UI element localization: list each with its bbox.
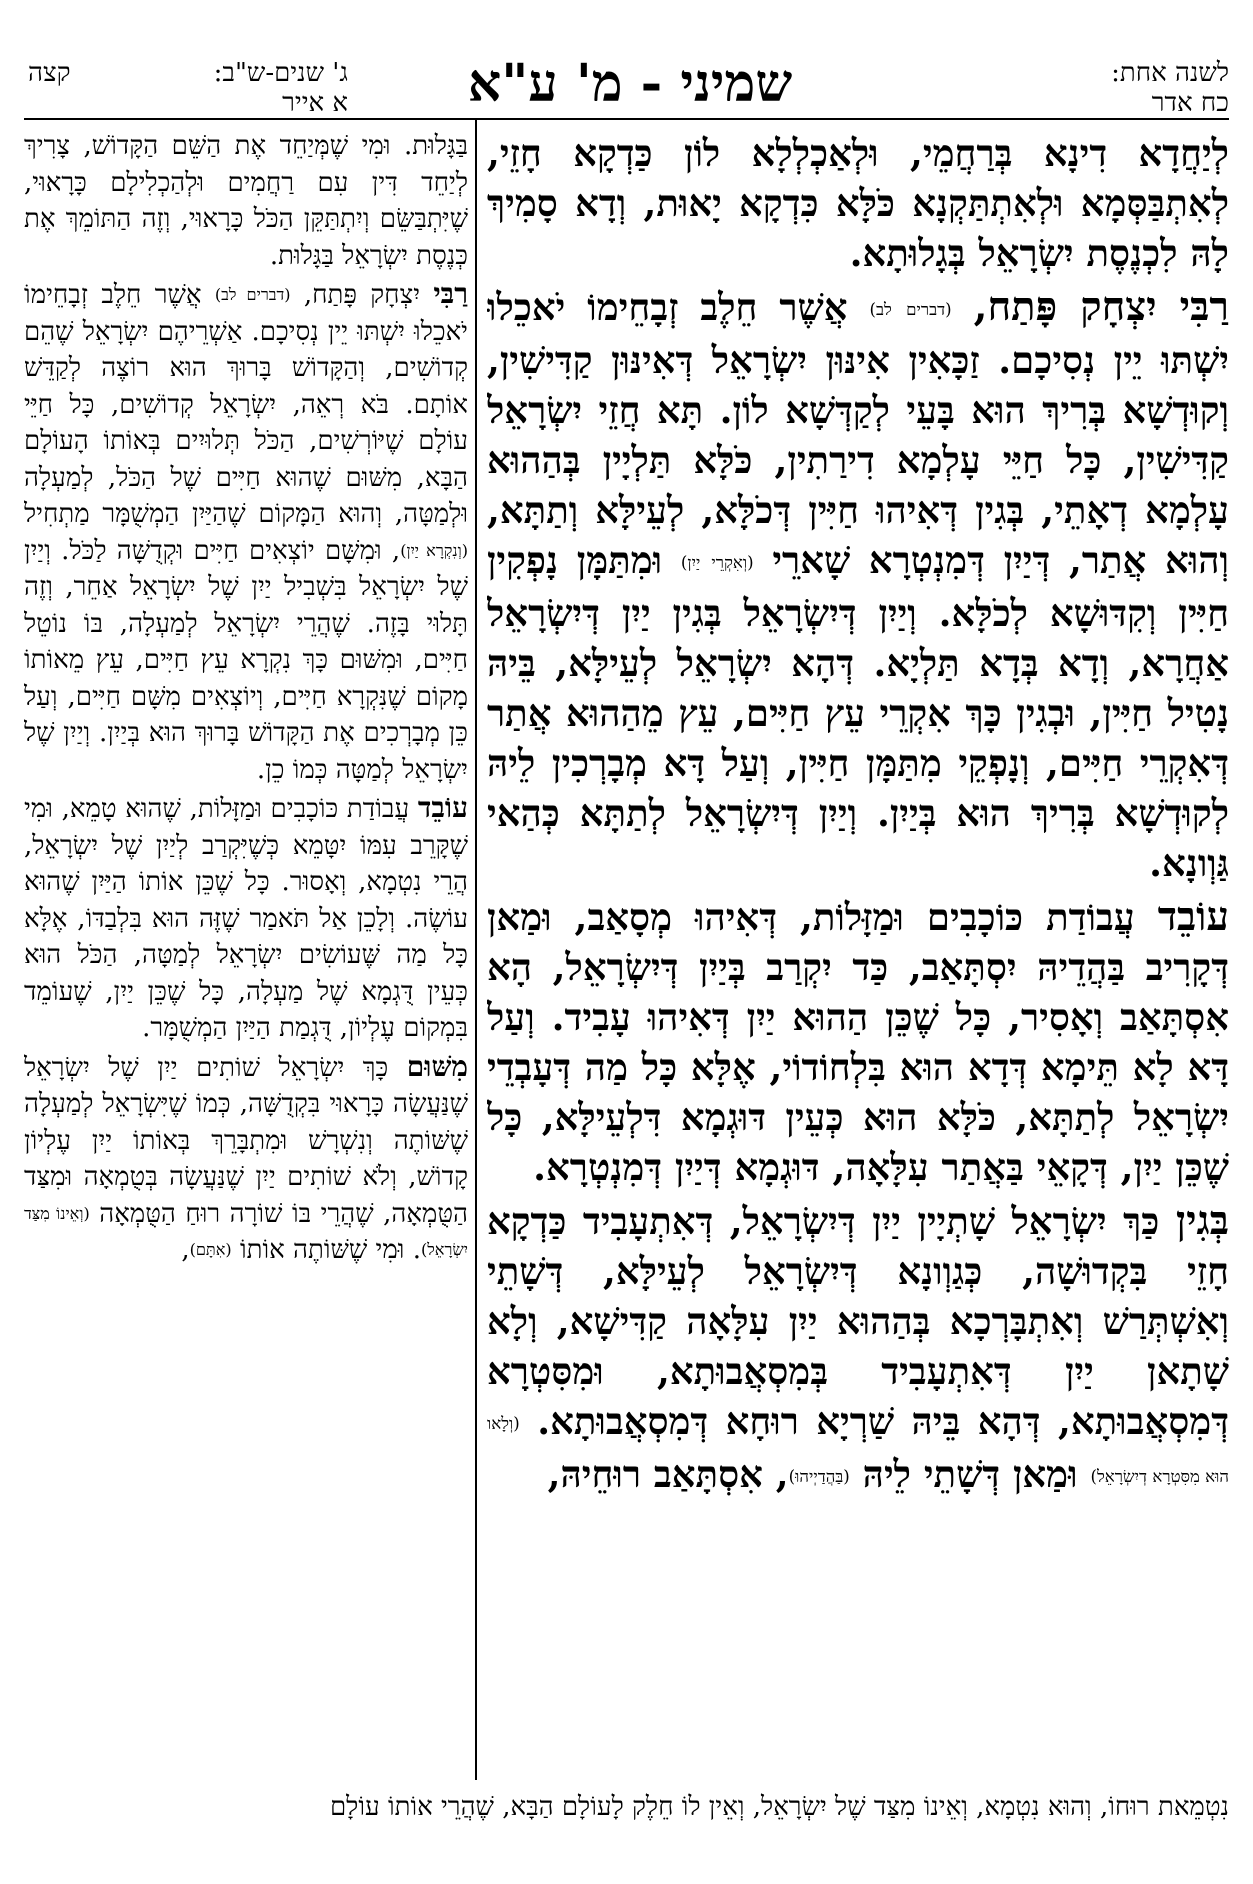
paragraph-text: וּמַאן דְּשָׁתֵי לֵיהּ (862, 1452, 1078, 1497)
paragraph-lead: בְּגִין (1175, 1197, 1229, 1245)
paragraph-text: כָּךְ יִשְׂרָאֵל שׁוֹתִים יַיִן שֶׁל יִשְׂרָאֵל שֶׁנַּעֲשָׂה כָּרָאוּי בִּקְדֻשָּׁה, כְּמוֹ שֶׁיִּשְׂרָאֵל לְמַעְלָה שֶׁשּׁוֹתֶה וְנִשְׁרָשׁ וּמִתְבָּרֵךְ בְּאוֹתוֹ יַיִן עֶלְיוֹן קָדוֹשׁ, וְלֹא שׁוֹתִים יַיִן שֶׁנַּעֲשָׂה בְּטֻמְאָה וּמִצַּד הַטֻּמְאָה, שֶׁהֲרֵי בּוֹ שׁוֹרָה רוּחַ הַטֻּמְאָה (24, 1052, 468, 1229)
paragraph (487, 128, 1229, 278)
schedule-date: כח אדר (1151, 88, 1229, 118)
page-header (0, 0, 1253, 118)
page-title: שמיני - מ' ע"א (467, 53, 793, 114)
schedule-line: לשנה אחת: (1111, 58, 1229, 88)
paragraph-text: . וּמִי שֶׁשּׁוֹתֶה אוֹתוֹ (239, 1235, 421, 1266)
gloss-note: (וְאִקְרֵי יַיִן) (680, 553, 754, 573)
gloss-note: (אִתָּם) (189, 1240, 232, 1260)
paragraph-text: , וּמִשָּׁם יוֹצְאִים חַיִּים וּקְדֻשָּׁה לַכֹּל. וְיַיִן שֶׁל יִשְׂרָאֵל בִּשְׁבִיל יַיִן שֶׁל יִשְׂרָאֵל אַחֵר, וְזֶה תָּלוּי בָּזֶה. שֶׁהֲרֵי יִשְׂרָאֵל לְמַעְלָה, בּוֹ נוֹטֵל חַיִּים, וּמִשּׁוּם כָּךְ נִקְרָא עֵץ חַיִּים, עֵץ מֵאוֹתוֹ מָקוֹם שֶׁנִּקְרָא חַיִּים, וְיוֹצְאִים מִשָּׁם חַיִּים, וְעַל כֵּן מְבָרְכִים אֶת הַקָּדוֹשׁ בָּרוּךְ הוּא בְּיַיִן. וְיַיִן שֶׁל יִשְׂרָאֵל לְמַטָּה כְּמוֹ כֵן. (24, 535, 468, 785)
paragraph (24, 1049, 468, 1269)
paragraph-text: אֲשֶׁר חֵלֶב זְבָחֵימוֹ יֹאכֵלוּ יִשְׁתּוּ יֵין נְסִיכָם. אַשְׁרֵיהֶם יִשְׂרָאֵל שֶׁהֵם קְדוֹשִׁים, וְהַקָּדוֹשׁ בָּרוּךְ הוּא רוֹצֶה לְקַדֵּשׁ אוֹתָם. בֹּא רְאֵה, יִשְׂרָאֵל קְדוֹשִׁים, כָּל חַיֵּי עוֹלָם שֶׁיּוֹרְשִׁים, הַכֹּל תְּלוּיִים בְּאוֹתוֹ הָעוֹלָם הַבָּא, מִשּׁוּם שֶׁהוּא חַיִּים שֶׁל הַכֹּל, לְמַעְלָה וּלְמַטָּה, וְהוּא הַמָּקוֹם שֶׁהַיַּיִן הַמְשֻׁמָּר מַתְחִיל (24, 280, 468, 529)
main-text-column (487, 128, 1229, 1773)
folio-number: קצה (28, 58, 71, 88)
paragraph-text: וּמִתַּמָּן נָפְקִין חַיִּין וְקִדּוּשָׁא לְכֹלָּא. וְיַיִן דְּיִשְׂרָאֵל בְּגִין יַיִן דְּיִשְׂרָאֵל אַחֲרָא, וְדָא בְּדָא תַּלְיָא. דְּהָא יִשְׂרָאֵל לְעֵילָּא, בֵּיהּ נָטִיל חַיִּין, וּבְגִין כָּךְ אִקְרֵי עֵץ חַיִּים, עֵץ מֵהַהוּא אֲתַר דְּאִקְרֵי חַיִּים, וְנָפְקֵי מִתַּמָּן חַיִּין, וְעַל דָּא מְבָרְכִין לֵיהּ לְקוּדְשָׁא בְּרִיךְ הוּא בְּיַיִן. וְיַיִן דְּיִשְׂרָאֵל לְתַתָּא כְּהַאי גַּוְונָא. (487, 538, 1229, 886)
schedule-date: א אייר (282, 88, 348, 118)
paragraph-lead: רַבִּי יִצְחָק פָּתַח, (973, 283, 1229, 330)
paragraph-lead: רַבִּי (433, 277, 468, 310)
paragraph-text: , (181, 1235, 190, 1266)
study-schedule-right (989, 58, 1229, 118)
paragraph-text: עֲבוֹדַת כּוֹכָבִים וּמַזָּלוֹת, דְּאִיהוּ מְסָאַב, וּמַאן דְּקָרִיב בַּהֲדֵיהּ יִסְתָּאַב, כַּד יִקְרַב בְּיַיִן דְּיִשְׂרָאֵל, הָא אִסְתָּאַב וְאָסִיר, כָּל שֶׁכֵּן הַהוּא יַיִן דְּאִיהוּ עָבִיד. וְעַל דָּא לָא תֵּימָא דְּדָא הוּא בִּלְחוֹדוֹי, אֶלָּא כָּל מַה דְּעָבְדֵי יִשְׂרָאֵל לְתַתָּא, כֹּלָּא הוּא כְּעֵין דּוּגְמָא דִּלְעֵילָּא, כָּל שֶׁכֵּן יַיִן, דְּקָאֵי בַּאֲתַר עִלָּאָה, דּוּגְמָא דְּיַיִן דְּמִנְטְרָא. (487, 895, 1229, 1190)
gloss-note: (וְלָאו הוּא מִסִּטְרָא דְיִשְׂרָאֵל) (487, 1414, 1229, 1487)
paragraph-lead: עוֹבֵד (417, 791, 468, 825)
paragraph-text: לְיַחֲדָא דִינָא בְּרַחֲמֵי, וּלְאַכְלְלָא לוֹן כַּדְקָא חָזֵי, לְאִתְבַּסְּמָא וּלְאִתְתַּקְנָא כֹּלָּא כִּדְקָא יָאוּת, וְדָא סָמִיךְ לָהּ לִכְנֶסֶת יִשְׂרָאֵל בְּגָלוּתָא. (487, 131, 1229, 275)
paragraph (487, 892, 1229, 1192)
paragraph-text: בַּגָּלוּת. וּמִי שֶׁמְּיַחֵד אֶת הַשֵּׁם הַקָּדוֹשׁ, צָרִיךְ לְיַחֵד דִּין עִם רַחֲמִים וּלְהַכְלִילָם כָּרָאוּי, שֶׁיִּתְבַּשֵּׂם וְיִתְתַּקֵּן הַכֹּל כָּרָאוּי, וְזֶה הַתּוֹמֵךְ אֶת כְּנֶסֶת יִשְׂרָאֵל בַּגָּלוּת. (24, 131, 468, 271)
gloss-note: (בַּהֲדַיְיהוּ) (788, 1467, 850, 1487)
header-rule (24, 118, 1229, 120)
paragraph (24, 276, 468, 788)
paragraph-lead: מִשּׁוּם (406, 1049, 468, 1083)
paragraph-text: , אִסְתָּאַב רוּחֵיהּ, (547, 1452, 789, 1497)
schedule-line: ג' שנים-ש"ב: (213, 58, 348, 88)
paragraph (24, 128, 468, 274)
verse-reference: (דברים לב) (214, 284, 291, 304)
paragraph (24, 790, 468, 1047)
column-divider (475, 120, 477, 1780)
paragraph-lead: עוֹבֵד (1157, 893, 1229, 941)
paragraph-text: אֲשֶׁר חֵלֶב זְבָחֵימוֹ יֹאכֵלוּ יִשְׁתּוּ יֵין נְסִיכָם. זַכָּאִין אִינּוּן יִשְׂרָאֵל דְּאִינּוּן קַדִּישִׁין, וְקוּדְשָׁא בְּרִיךְ הוּא בָּעֵי לְקַדְּשָׁא לוֹן. תָּא חֲזֵי יִשְׂרָאֵל קַדִּישִׁין, כָּל חַיֵּי עָלְמָא דִירַתִין, כֹּלָּא תַּלְיָין בְּהַהוּא עָלְמָא דְאָתֵי, בְּגִין דְּאִיהוּ חַיִּין דְּכֹלָּא, לְעֵילָּא וְתַתָּא, וְהוּא אֲתַר, דְּיַיִן דְּמִנְטְרָא שָׁארֵי (487, 285, 1229, 583)
verse-reference: (דברים לב) (869, 300, 952, 320)
continuation-line: נִטְמֵאת רוּחוֹ, וְהוּא נִטְמָא, וְאֵינוֹ מִצַּד שֶׁל יִשְׂרָאֵל, וְאֵין לוֹ חֵלֶק לָעוֹלָם הַבָּא, שֶׁהֲרֵי אוֹתוֹ עוֹלָם (329, 1792, 1229, 1822)
paragraph-text: עֲבוֹדַת כּוֹכָבִים וּמַזָּלוֹת, שֶׁהוּא טָמֵא, וּמִי שֶׁקָּרֵב עִמּוֹ יִטָּמֵא כְּשֶׁיִּקְרַב לְיַיִן שֶׁל יִשְׂרָאֵל, הֲרֵי נִטְמָא, וְאָסוּר. כָּל שֶׁכֵּן אוֹתוֹ הַיַּיִן שֶׁהוּא עוֹשֶׂה. וְלָכֵן אַל תֹּאמַר שֶׁזֶּה הוּא בִּלְבַדּוֹ, אֶלָּא כָּל מַה שֶּׁעוֹשִׂים יִשְׂרָאֵל לְמַטָּה, הַכֹּל הוּא כְּעֵין דֻּגְמָא שֶׁל מַעְלָה, כָּל שֶׁכֵּן יַיִן, שֶׁעוֹמֵד בִּמְקוֹם עֶלְיוֹן, דֻּגְמַת הַיַּיִן הַמְשֻׁמָּר. (24, 794, 468, 1044)
study-schedule-left (108, 58, 348, 118)
paragraph (487, 282, 1229, 888)
paragraph-text: כַּךְ יִשְׂרָאֵל שָׁתְיָין יַיִן דְּיִשְׂרָאֵל, דְּאִתְעָבִיד כַּדְקָא חָזֵי בִּקְדוּשָׁה, כְּגַוְונָא דְּיִשְׂרָאֵל לְעֵילָּא, דְּשָׁתֵי וְאִשְׁתְּרַשׁ וְאִתְבָּרְכָא בְּהַהוּא יַיִן עִלָּאָה קַדִּישָׁא, וְלָא שָׁתָאן יַיִן דְּאִתְעָבִיד בְּמִסְאֲבוּתָא, וּמִסִּטְרָא דְּמִסְאֲבוּתָא, דְּהָא בֵּיהּ שַׁרְיָא רוּחָא דְּמִסְאֲבוּתָא. (487, 1199, 1229, 1444)
gloss-note: (וְאֵינוֹ מִצַּד יִשְׂרָאֵל) (24, 1203, 468, 1260)
paragraph (487, 1196, 1229, 1502)
translation-column (24, 128, 468, 1773)
gloss-note: (וְנִקְרָא יַיִן) (400, 540, 468, 560)
paragraph-text: יִצְחָק פָּתַח, (303, 280, 421, 310)
